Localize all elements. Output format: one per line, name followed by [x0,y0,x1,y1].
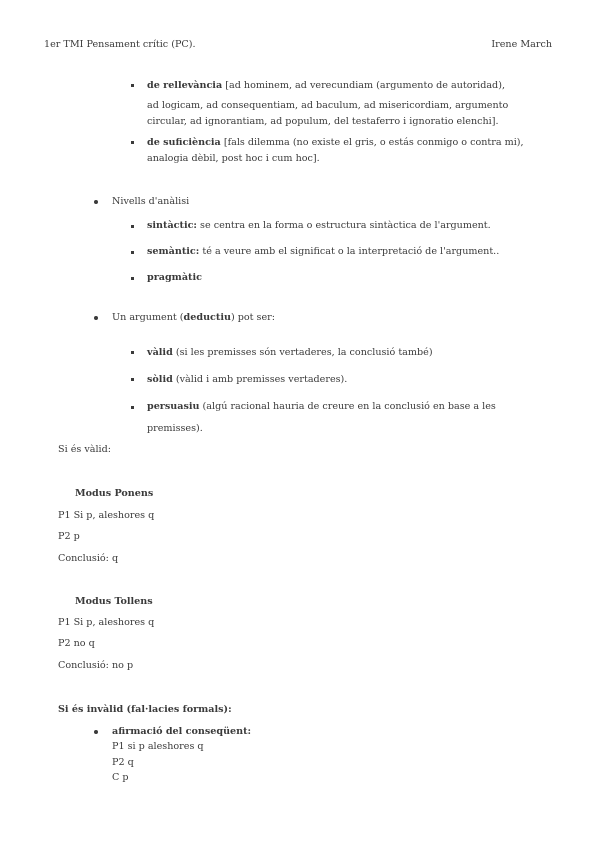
argument-persuasive-title: persuasiu [147,401,200,412]
modus-tollens-p1: P1 Si p, aleshores q [58,617,155,628]
modus-ponens-p2: P2 p [58,531,80,542]
argument-persuasive-line1: (algú racional hauria de creure en la conclusió en base a les [202,401,496,412]
header-course: 1er TMI Pensament crític (PC). [44,39,196,50]
relevance-item [147,79,505,92]
argument-sound [147,373,347,386]
square-bullet-icon [131,351,134,354]
modus-tollens-title: Modus Tollens [75,596,153,607]
sufficiency-item [147,136,524,149]
if-valid-heading: Si és vàlid: [58,444,111,455]
argument-persuasive-line2: premisses). [147,423,203,434]
square-bullet-icon [131,225,134,228]
argument-sound-title: sòlid [147,374,173,385]
argument-bold: deductiu [183,312,231,323]
argument-prefix: Un argument ( [112,312,184,323]
circle-bullet-icon [94,316,98,320]
argument-valid-text: (si les premisses són vertaderes, la conclusió també) [175,347,433,358]
relevance-title: de rellevància [147,80,223,91]
argument-valid-title: vàlid [147,347,173,358]
sufficiency-line2: analogia dèbil, post hoc i cum hoc]. [147,153,320,164]
modus-tollens-p2: P2 no q [58,638,95,649]
modus-ponens-title: Modus Ponens [75,488,154,499]
modus-tollens-conclusion: Conclusió: no p [58,660,134,671]
square-bullet-icon [131,406,134,409]
level-pragmatic-title: pragmàtic [147,272,202,283]
argument-sound-text: (vàlid i amb premisses vertaderes). [175,374,348,385]
sufficiency-title: de suficiència [147,137,221,148]
relevance-line3: circular, ad ignorantiam, ad populum, del testaferro i ignoratio elenchi]. [147,116,499,127]
header-author: Irene March [491,39,552,50]
level-semantic-text: té a veure amb el significat o la interpretació de l'argument.. [202,246,500,257]
square-bullet-icon [131,378,134,381]
square-bullet-icon [131,251,134,254]
square-bullet-icon [131,277,134,280]
level-semantic [147,245,499,258]
relevance-line1: [ad hominem, ad verecundiam (argumento de autoridad), [225,80,505,91]
argument-valid [147,346,433,359]
level-syntactic-title: sintàctic: [147,220,197,231]
circle-bullet-icon [94,200,98,204]
square-bullet-icon [131,84,134,87]
argument-suffix: ) pot ser: [230,312,275,323]
modus-ponens-p1: P1 Si p, aleshores q [58,510,155,521]
level-syntactic [147,219,491,232]
affirming-consequent-title: afirmació del conseqüent: [112,726,252,737]
affirming-conclusion: C p [112,772,129,783]
relevance-line2: ad logicam, ad consequentiam, ad baculum, ad misericordiam, argumento [147,100,509,111]
levels-label: Nivells d'anàlisi [112,196,190,207]
argument-persuasive [147,400,496,413]
level-semantic-title: semàntic: [147,246,200,257]
level-syntactic-text: se centra en la forma o estructura sintàctica de l'argument. [200,220,491,231]
square-bullet-icon [131,141,134,144]
affirming-p2: P2 q [112,757,134,768]
modus-ponens-conclusion: Conclusió: q [58,553,119,564]
if-invalid-heading: Si és invàlid (fal·lacies formals): [58,704,232,715]
circle-bullet-icon [94,730,98,734]
argument-intro [112,311,275,324]
sufficiency-line1: [fals dilemma (no existe el gris, o estás conmigo o contra mi), [223,137,524,148]
affirming-p1: P1 si p aleshores q [112,741,204,752]
